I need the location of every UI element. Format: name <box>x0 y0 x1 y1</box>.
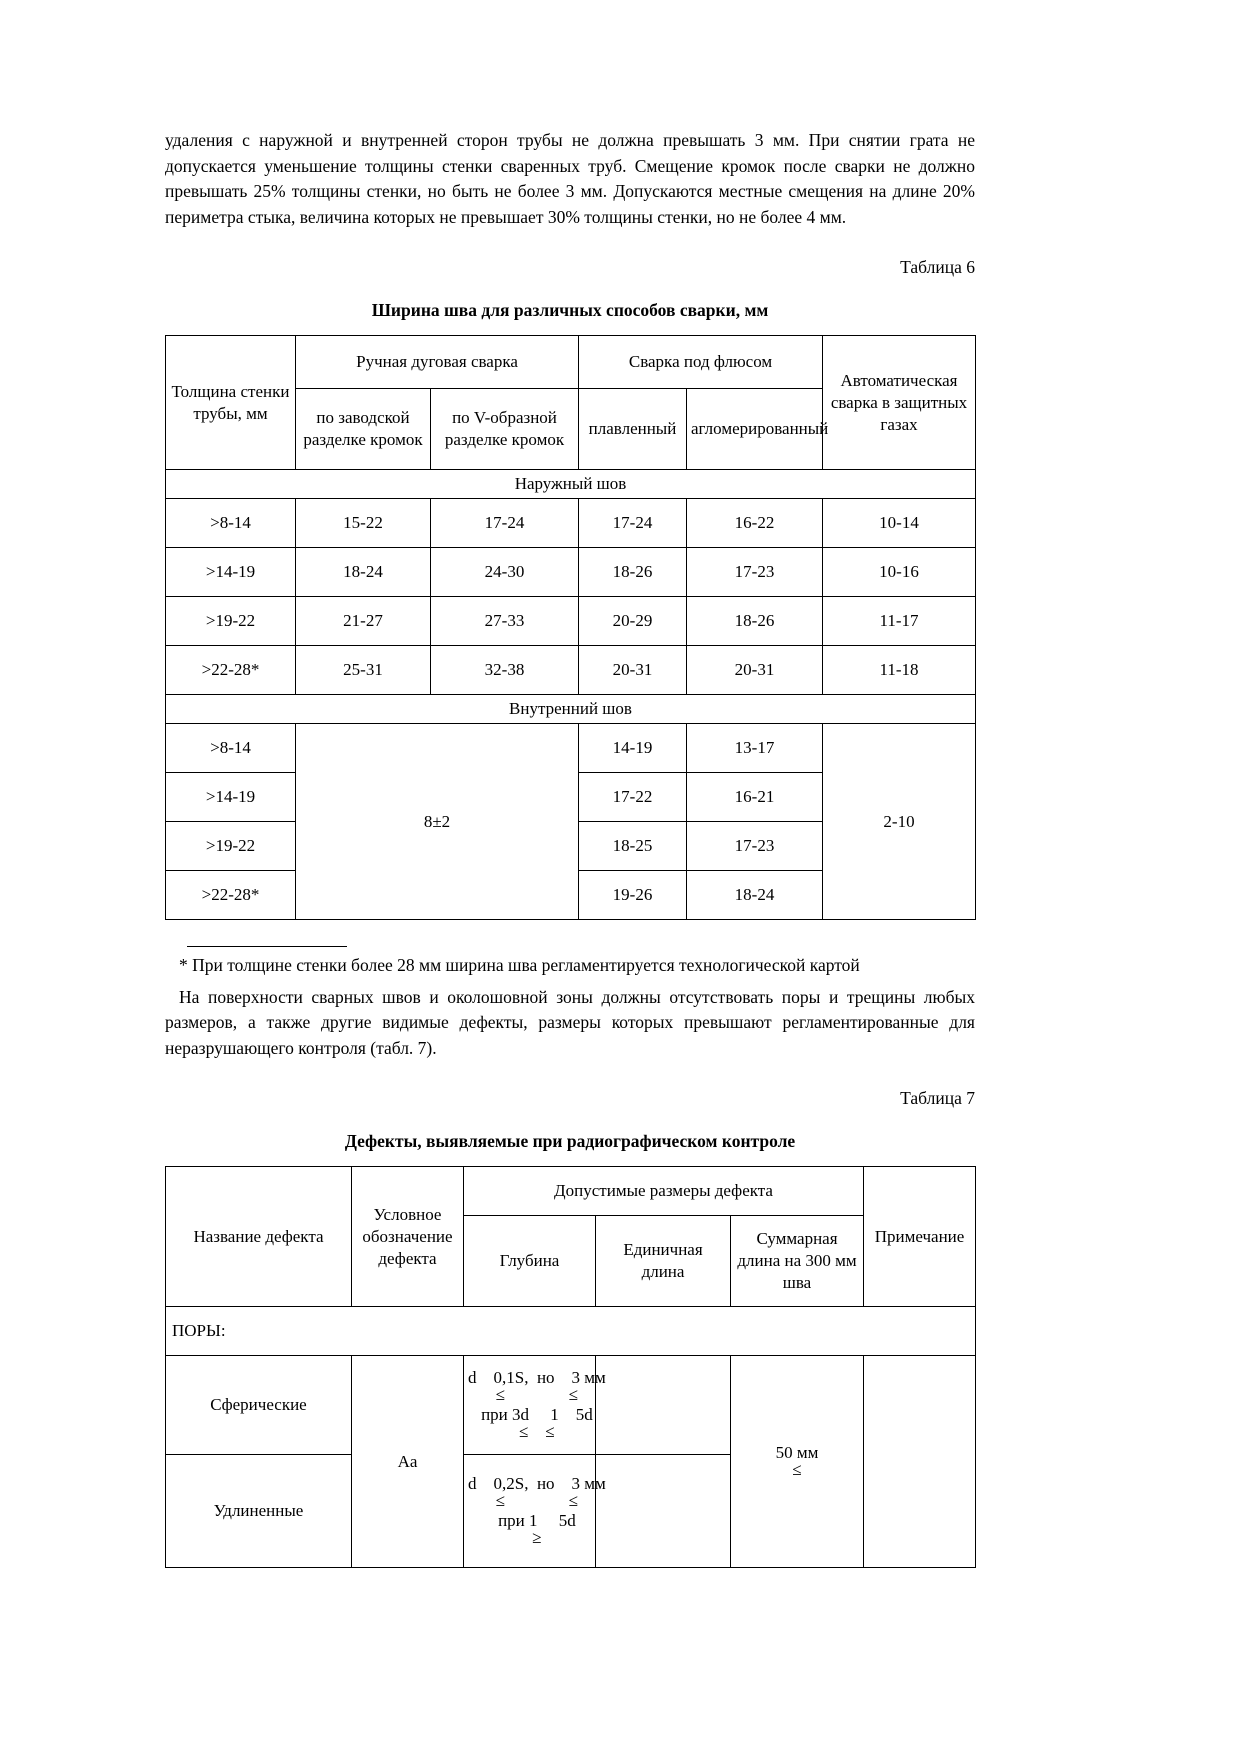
table7-col-defect-name: Название дефекта <box>166 1167 352 1307</box>
cell-manual-factory: 21-27 <box>296 597 431 646</box>
cell-manual-factory: 25-31 <box>296 646 431 695</box>
table6-title: Ширина шва для различных способов сварки, мм <box>371 300 769 320</box>
cell-flux-agglomerated: 13-17 <box>687 724 823 773</box>
cell-thickness: >22-28* <box>166 646 296 695</box>
cell-manual-vgroove: 24-30 <box>431 548 579 597</box>
cell-defect-name: Сферические <box>166 1356 352 1455</box>
cell-total-length <box>731 1356 864 1568</box>
footnote-star: * При толщине стенки более 28 мм ширина шва регламентируется технологической картой <box>179 955 860 975</box>
table6-band-inner-label: Внутренний шов <box>166 695 976 724</box>
table7-col-depth: Глубина <box>464 1216 596 1307</box>
cell-thickness: >19-22 <box>166 597 296 646</box>
table-row <box>166 646 976 695</box>
cell-flux-fused: 17-22 <box>579 773 687 822</box>
cell-note <box>864 1356 976 1568</box>
table7-col-symbol: Условное обозначение дефекта <box>352 1167 464 1307</box>
cell-flux-agglomerated: 17-23 <box>687 822 823 871</box>
table7-label: Таблица 7 <box>900 1088 975 1108</box>
cell-flux-agglomerated: 16-22 <box>687 499 823 548</box>
table7-col-note: Примечание <box>864 1167 976 1307</box>
cell-manual-vgroove: 17-24 <box>431 499 579 548</box>
table6-band-outer <box>166 470 976 499</box>
table6-group-manual-arc: Ручная дуговая сварка <box>296 336 579 389</box>
cell-flux-fused: 14-19 <box>579 724 687 773</box>
table7-title: Дефекты, выявляемые при радиографическом контроле <box>344 1131 796 1151</box>
document-page <box>165 0 975 1568</box>
table7-header-groups <box>166 1167 976 1216</box>
table6-col-manual-vgroove: по V-образной разделке кромок <box>431 389 579 470</box>
cell-auto-gas: 11-18 <box>823 646 976 695</box>
cell-depth-formula <box>464 1455 606 1568</box>
table7-radiographic-defects <box>165 1166 976 1568</box>
cell-flux-agglomerated: 18-24 <box>687 871 823 920</box>
depth-line-1: d 0,1S, но 3 мм <box>468 1367 606 1387</box>
table6-col-flux-fused: плавленный <box>579 389 687 470</box>
table-row <box>166 597 976 646</box>
cell-thickness: >8-14 <box>166 724 296 773</box>
cell-thickness: >14-19 <box>166 773 296 822</box>
cell-flux-fused: 18-25 <box>579 822 687 871</box>
cell-flux-agglomerated: 17-23 <box>687 548 823 597</box>
table7-col-single-length: Единичная длина <box>596 1216 731 1307</box>
footnote-rule <box>187 946 347 947</box>
cell-flux-fused: 18-26 <box>579 548 687 597</box>
cell-auto-gas-span: 2-10 <box>823 724 976 920</box>
cell-manual-span: 8±2 <box>296 724 579 920</box>
table-row <box>166 548 976 597</box>
cell-manual-vgroove: 32-38 <box>431 646 579 695</box>
table-row <box>166 499 976 548</box>
cell-flux-fused: 19-26 <box>579 871 687 920</box>
cell-flux-agglomerated: 20-31 <box>687 646 823 695</box>
intro-paragraph: удаления с наружной и внутренней сторон трубы не должна превышать 3 мм. При снятии грата не допускается уменьшение толщины стенки сваренных труб. Смещение кромок после сварки не должно превышать 25% толщины стенки, но быть не более 3 мм. Допускаются местные смещения на длине 20% периметра стыка, величина которых не превышает 30% толщины стенки, но не более 4 мм. <box>165 130 975 227</box>
depth-line-2-operators: ≥ <box>532 1527 542 1547</box>
cell-thickness: >22-28* <box>166 871 296 920</box>
cell-single-length <box>596 1455 731 1568</box>
depth-line-2: при 1 5d <box>498 1510 576 1530</box>
cell-thickness: >8-14 <box>166 499 296 548</box>
cell-defect-symbol: Aa <box>352 1356 464 1568</box>
table6-col-manual-factory: по заводской разделке кромок <box>296 389 431 470</box>
table7-col-total-length: Суммарная длина на 300 мм шва <box>731 1216 864 1307</box>
table6-label: Таблица 6 <box>900 257 975 277</box>
table-row <box>166 1356 976 1455</box>
depth-line-1-operators: ≤ ≤ <box>495 1490 579 1510</box>
total-length-operator: ≤ <box>792 1459 802 1479</box>
cell-thickness: >19-22 <box>166 822 296 871</box>
table6-band-outer-label: Наружный шов <box>166 470 976 499</box>
cell-auto-gas: 11-17 <box>823 597 976 646</box>
cell-single-length <box>596 1356 731 1455</box>
depth-line-2-operators: ≤ ≤ <box>519 1421 555 1441</box>
cell-manual-vgroove: 27-33 <box>431 597 579 646</box>
table6-weld-width <box>165 335 976 920</box>
table6-band-inner <box>166 695 976 724</box>
paragraph-after-table6: На поверхности сварных швов и околошовной зоны должны отсутствовать поры и трещины любых размеров, а также другие видимые дефекты, размеры которых превышают регламентированные для неразрушающего контроля (табл. 7). <box>165 986 975 1058</box>
table6-group-submerged-flux: Сварка под флюсом <box>579 336 823 389</box>
cell-manual-factory: 15-22 <box>296 499 431 548</box>
depth-line-1-operators: ≤ ≤ <box>495 1384 579 1404</box>
cell-auto-gas: 10-14 <box>823 499 976 548</box>
cell-depth-formula <box>464 1356 606 1455</box>
table7-group-allowed-sizes: Допустимые размеры дефекта <box>464 1167 864 1216</box>
table7-section-pores <box>166 1307 976 1356</box>
table6-col-flux-agglomerated: агломерированный <box>687 389 823 470</box>
table7-section-pores-label: ПОРЫ: <box>166 1307 976 1356</box>
cell-manual-factory: 18-24 <box>296 548 431 597</box>
cell-defect-name: Удлиненные <box>166 1455 352 1568</box>
total-length-value: 50 мм <box>775 1442 819 1462</box>
depth-line-2: при 3d 1 5d <box>481 1404 593 1424</box>
cell-auto-gas: 10-16 <box>823 548 976 597</box>
table6-header-groups <box>166 336 976 389</box>
depth-line-1: d 0,2S, но 3 мм <box>468 1473 606 1493</box>
table6-col-auto-gas: Автоматическая сварка в защитных газах <box>823 336 976 470</box>
cell-flux-fused: 17-24 <box>579 499 687 548</box>
table-row <box>166 724 976 773</box>
cell-flux-fused: 20-31 <box>579 646 687 695</box>
cell-flux-agglomerated: 16-21 <box>687 773 823 822</box>
cell-flux-agglomerated: 18-26 <box>687 597 823 646</box>
table6-col-thickness: Толщина стенки трубы, мм <box>166 336 296 470</box>
cell-flux-fused: 20-29 <box>579 597 687 646</box>
cell-thickness: >14-19 <box>166 548 296 597</box>
